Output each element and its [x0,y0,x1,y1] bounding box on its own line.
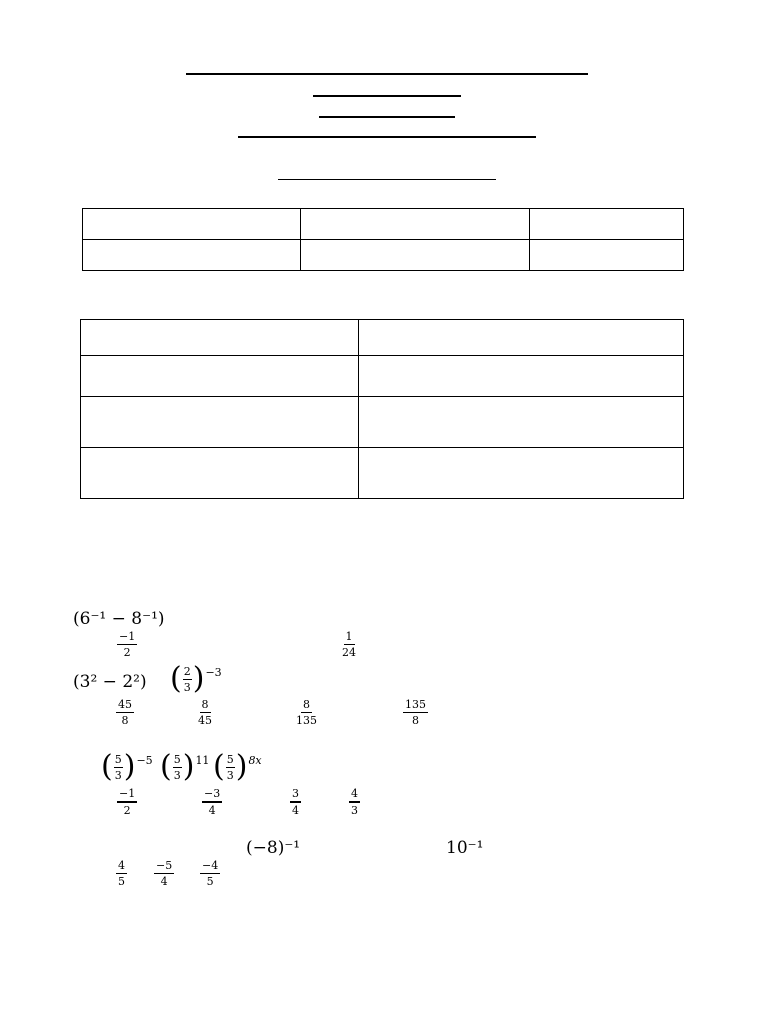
q4-option-b[interactable]: $\frac{-5}{4}$ [156,859,173,888]
subtitle-line [278,179,496,180]
title-line-4 [238,136,536,138]
q2-power-fraction: ( 2 3 ) −3 [170,661,222,696]
info-cell[interactable] [83,240,301,271]
info-cell[interactable] [301,240,530,271]
q3-option-b[interactable]: $\frac{-3}{4}$ [204,787,221,817]
q4-expression-a: (−8)⁻¹ [246,838,301,858]
title-line-1 [186,73,588,75]
q1-expression: (6⁻¹ − 8⁻¹) [73,609,165,629]
q3-option-d[interactable]: $\frac{4}{3}$ [351,787,358,817]
q3-term-1: ( 5 3 ) −5 [101,749,153,784]
q3-option-a[interactable]: $\frac{-1}{2}$ [119,787,136,817]
q3-option-c[interactable]: $\frac{3}{4}$ [292,787,299,817]
q2-option-c[interactable]: $\frac{8}{135}$ [296,698,317,727]
score-cell[interactable] [359,397,684,448]
q2-option-a[interactable]: $\frac{45}{8}$ [118,698,132,727]
q4-expression-b: 10⁻¹ [446,838,484,858]
q2-option-b[interactable]: $\frac{8}{45}$ [198,698,212,727]
q3-term-2: ( 5 3 ) 11 [160,749,210,784]
q1-option-a[interactable]: $\frac{-1}{2}$ [119,630,136,659]
q1-option-b[interactable]: $\frac{1}{24}$ [342,630,356,659]
score-cell[interactable] [81,397,359,448]
q3-term-3: ( 5 3 ) 8x [213,749,262,784]
title-line-3 [319,116,455,118]
info-cell[interactable] [83,209,301,240]
score-cell[interactable] [359,448,684,499]
info-cell[interactable] [301,209,530,240]
score-cell[interactable] [81,448,359,499]
score-table [80,319,684,499]
score-cell[interactable] [81,356,359,397]
q2-expression: (3² − 2²) [73,672,147,692]
title-line-2 [313,95,461,97]
info-cell[interactable] [530,209,684,240]
info-cell[interactable] [530,240,684,271]
q4-option-c[interactable]: $\frac{-4}{5}$ [202,859,219,888]
q4-option-a[interactable]: $\frac{4}{5}$ [118,859,125,888]
info-table [82,208,684,271]
score-cell[interactable] [81,320,359,356]
q2-option-d[interactable]: $\frac{135}{8}$ [405,698,426,727]
score-cell[interactable] [359,320,684,356]
score-cell[interactable] [359,356,684,397]
